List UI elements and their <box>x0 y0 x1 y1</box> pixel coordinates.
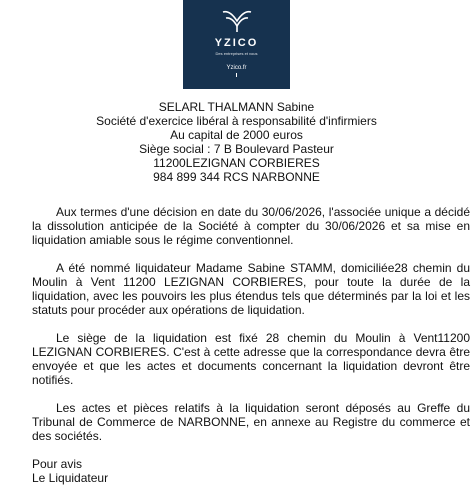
company-city: 11200LEZIGNAN CORBIERES <box>153 156 320 170</box>
logo-divider <box>236 73 237 77</box>
closing <box>32 457 470 485</box>
yzico-emblem-icon <box>220 8 254 34</box>
paragraph-dissolution: Aux termes d'une décision en date du 30/06/2026, l'associée unique a décidé la dissolution anticipée de la Société à compter du 30/06/2026 et sa mise en liquidation amiable sous le régime conventionnel. <box>32 205 470 247</box>
company-form: Société d'exercice libéral à responsabilité d'infirmiers <box>96 114 377 128</box>
company-header <box>0 100 473 184</box>
notice-body <box>32 205 470 485</box>
yzico-logo <box>183 0 290 89</box>
paragraph-liquidator: A été nommé liquidateur Madame Sabine STAMM, domiciliée28 chemin du Moulin à Vent 11200 LEZIGNAN CORBIERES, pour toute la durée de la liquidation, avec les pouvoirs les plus étendus tels que déterminés par la loi et les statuts pour procéder aux opérations de liquidation. <box>32 261 470 317</box>
company-name: SELARL THALMANN Sabine <box>158 100 315 114</box>
closing-signatory: Le Liquidateur <box>32 471 109 485</box>
logo-tagline: Des entreprises et vous <box>215 51 258 56</box>
company-rcs: 984 899 344 RCS NARBONNE <box>153 170 320 184</box>
logo-brand: YZICO <box>214 37 259 49</box>
paragraph-seat: Le siège de la liquidation est fixé 28 chemin du Moulin à Vent11200 LEZIGNAN CORBIERES. C'est à cette adresse que la correspondance devra être envoyée et que les actes et documents concernant la liquidation devront être notifiés. <box>32 331 470 387</box>
company-capital: Au capital de 2000 euros <box>170 128 303 142</box>
logo-site: Yzico.fr <box>226 65 247 71</box>
paragraph-filing: Les actes et pièces relatifs à la liquidation seront déposés au Greffe du Tribunal de Commerce de NARBONNE, en annexe au Registre du commerce et des sociétés. <box>32 401 470 443</box>
company-address: Siège social : 7 B Boulevard Pasteur <box>139 142 334 156</box>
closing-pour-avis: Pour avis <box>32 457 83 471</box>
